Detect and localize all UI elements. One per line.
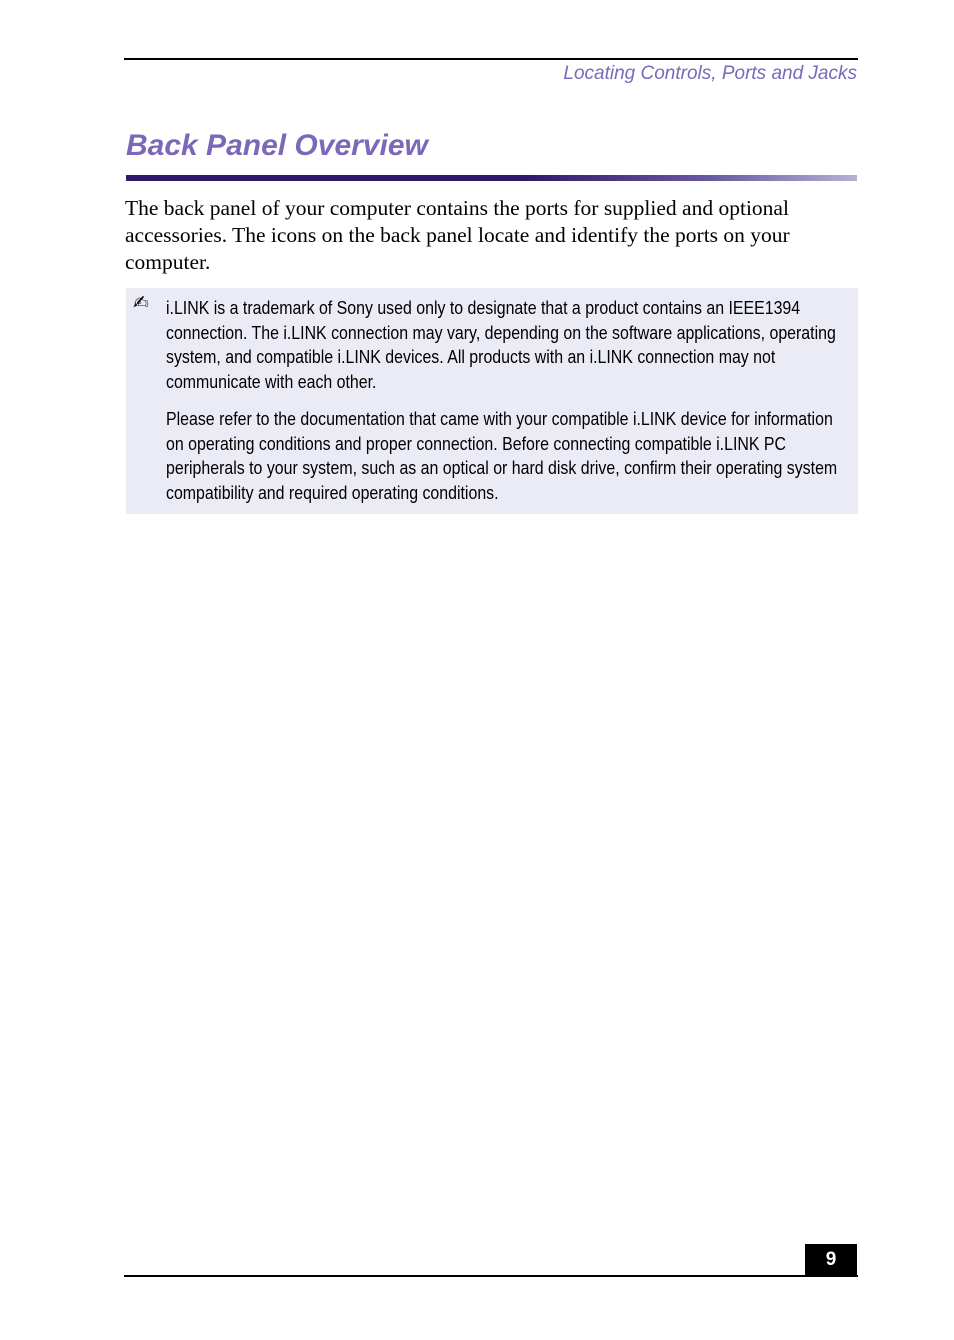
note-pencil-icon: ✍ [133,292,149,314]
running-header: Locating Controls, Ports and Jacks [563,63,857,84]
header-rule [124,58,858,60]
note-box [126,288,858,514]
intro-paragraph: The back panel of your computer contains the ports for supplied and optional accessories. The icons on the back panel locate and identify the ports on your computer. [125,196,790,274]
note-paragraph-2: Please refer to the documentation that came with your compatible i.LINK device for information on operating conditions and proper connection. Before connecting compatible i.LINK PC peripherals to your system, such as an optical or hard disk drive, confirm their operating system compatibility and required operating conditions. [166,408,838,504]
title-underline [126,175,857,181]
page-title: Back Panel Overview [126,129,428,162]
footer-rule [124,1275,858,1277]
page-number: 9 [805,1244,857,1276]
note-paragraph-1: i.LINK is a trademark of Sony used only to designate that a product contains an IEEE1394 connection. The i.LINK connection may vary, depending on the software applications, operating system, and compatible i.LINK devices. All products with an i.LINK connection may not communicate with each other. [166,297,836,393]
